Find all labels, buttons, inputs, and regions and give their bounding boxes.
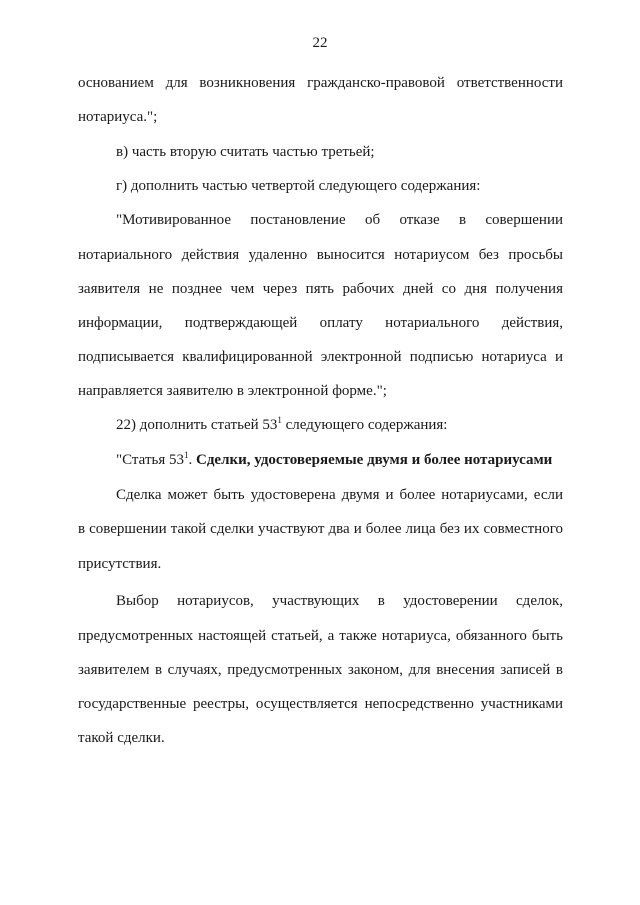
article-sup: 1 bbox=[183, 450, 189, 460]
article-heading bbox=[116, 451, 563, 469]
text-line: присутствия. bbox=[78, 556, 162, 572]
article-dot: . bbox=[188, 452, 196, 468]
text-line: Выбор нотариусов, участвующих в удостоверении сделок, bbox=[116, 593, 563, 609]
text-line: г) дополнить частью четвертой следующего содержания: bbox=[116, 178, 481, 194]
text-line: в совершении такой сделки участвуют два и более лица без их совместного bbox=[78, 521, 563, 537]
text-line: заявителя не позднее чем через пять рабочих дней со дня получения bbox=[78, 281, 563, 297]
text-line: направляется заявителю в электронной форме."; bbox=[78, 383, 387, 399]
item-22-line bbox=[116, 416, 563, 434]
text-line: предусмотренных настоящей статьей, а также нотариуса, обязанного быть bbox=[78, 628, 563, 644]
text-line: подписывается квалифицированной электронной подписью нотариуса и bbox=[78, 349, 563, 365]
text-line: нотариуса."; bbox=[78, 109, 158, 125]
text-line: в) часть вторую считать частью третьей; bbox=[116, 144, 375, 160]
text-line: основанием для возникновения гражданско-правовой ответственности bbox=[78, 75, 563, 91]
text-line: заявителем в случаях, предусмотренных законом, для внесения записей в bbox=[78, 662, 563, 678]
article-prefix: "Статья 53 bbox=[116, 452, 184, 468]
item-22-prefix: 22) дополнить статьей 53 bbox=[116, 417, 278, 433]
text-line: государственные реестры, осуществляется непосредственно участниками bbox=[78, 696, 563, 712]
text-line: Сделка может быть удостоверена двумя и более нотариусами, если bbox=[116, 487, 563, 503]
text-line: нотариального действия удаленно выносится нотариусом без просьбы bbox=[78, 247, 563, 263]
text-line: такой сделки. bbox=[78, 730, 165, 746]
item-22-sup: 1 bbox=[277, 415, 282, 425]
item-22-suffix: следующего содержания: bbox=[281, 417, 448, 433]
text-line: информации, подтверждающей оплату нотариального действия, bbox=[78, 315, 563, 331]
text-line: "Мотивированное постановление об отказе в совершении bbox=[116, 212, 563, 228]
article-title: Сделки, удостоверяемые двумя и более нотариусами bbox=[195, 452, 553, 468]
page-number: 22 bbox=[312, 35, 328, 51]
